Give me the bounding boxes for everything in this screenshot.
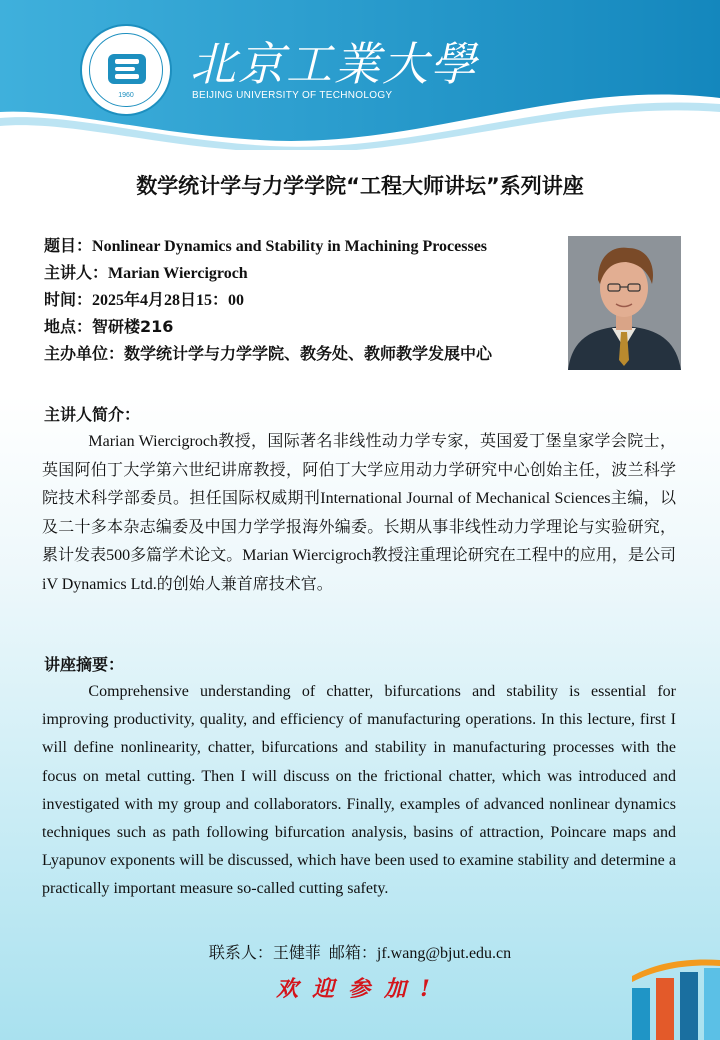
speaker-value: Marian Wiercigroch	[108, 265, 248, 282]
seal-year: 1960	[118, 92, 134, 99]
abstract-heading: 讲座摘要：	[44, 655, 125, 674]
page-title: 数学统计学与力学学院“工程大师讲坛”系列讲座	[136, 174, 584, 198]
topic-row	[44, 232, 574, 259]
contact-person: 王健菲	[272, 943, 321, 962]
contact-line	[0, 940, 720, 963]
email-link[interactable]: jf.wang@bjut.edu.cn	[376, 945, 512, 962]
speaker-row	[44, 259, 574, 286]
topic-label: 题目：	[44, 236, 93, 255]
speaker-label: 主讲人：	[44, 263, 109, 282]
speaker-portrait-icon	[568, 236, 681, 370]
host-label: 主办单位：	[44, 344, 125, 363]
time-row	[44, 286, 574, 313]
bio-heading: 主讲人简介：	[44, 405, 141, 424]
abstract-section	[42, 678, 676, 904]
bio-section	[42, 428, 676, 599]
lecture-info	[44, 232, 574, 367]
place-label: 地点：	[44, 317, 93, 336]
time-label: 时间：	[44, 290, 93, 309]
abstract-text: Comprehensive understanding of chatter, bifurcations and stability is essential for improving productivity, quality, and efficiency of manufacturing operations. In this lecture, first I will define nonlinearity, chatter, bifurcations and stability in manufacturing processes with the focus on metal cutting. Then I will discuss on the frictional chatter, which was introduced and investigated with my group and collaborators. Finally, examples of advanced nonlinear dynamics techniques such as path following bifurcation analysis, basins of attraction, Poincare maps and Lyapunov exponents will be discussed, which have been used to examine stability and determine a practically important measure so-called cutting safety.	[42, 683, 676, 898]
university-name-en: BEIJING UNIVERSITY OF TECHNOLOGY	[192, 90, 393, 101]
contact-person-label: 联系人：	[208, 943, 273, 962]
host-row	[44, 340, 574, 367]
welcome-text: 欢迎参加!	[276, 976, 444, 1002]
time-value: 2025年4月28日15：00	[92, 292, 245, 309]
university-seal	[80, 24, 172, 116]
place-row	[44, 313, 574, 340]
header-banner	[0, 0, 720, 150]
corner-logo-icon	[628, 952, 720, 1040]
email-label: 邮箱：	[328, 943, 377, 962]
seal-emblem-icon	[106, 52, 148, 86]
place-value: 智研楼216	[92, 317, 174, 336]
university-name-cn: 北京工業大學	[190, 37, 478, 91]
host-value: 数学统计学与力学学院、教务处、教师教学发展中心	[124, 344, 493, 363]
speaker-photo	[568, 236, 681, 370]
topic-value: Nonlinear Dynamics and Stability in Machining Processes	[92, 238, 488, 255]
bio-text: Marian Wiercigroch教授，国际著名非线性动力学专家，英国爱丁堡皇家学会院士，英国阿伯丁大学第六世纪讲席教授，阿伯丁大学应用动力学研究中心创始主任，波兰科学院技术科学部委员。担任国际权威期刊International Journal of Mechanical Sciences主编，以及二十多本杂志编委及中国力学学报海外编委。长期从事非线性动力学理论与实验研究，累计发表500多篇学术论文。Marian Wiercigroch教授注重理论研究在工程中的应用，是公司iV Dynamics Ltd.的创始人兼首席技术官。	[42, 433, 676, 593]
